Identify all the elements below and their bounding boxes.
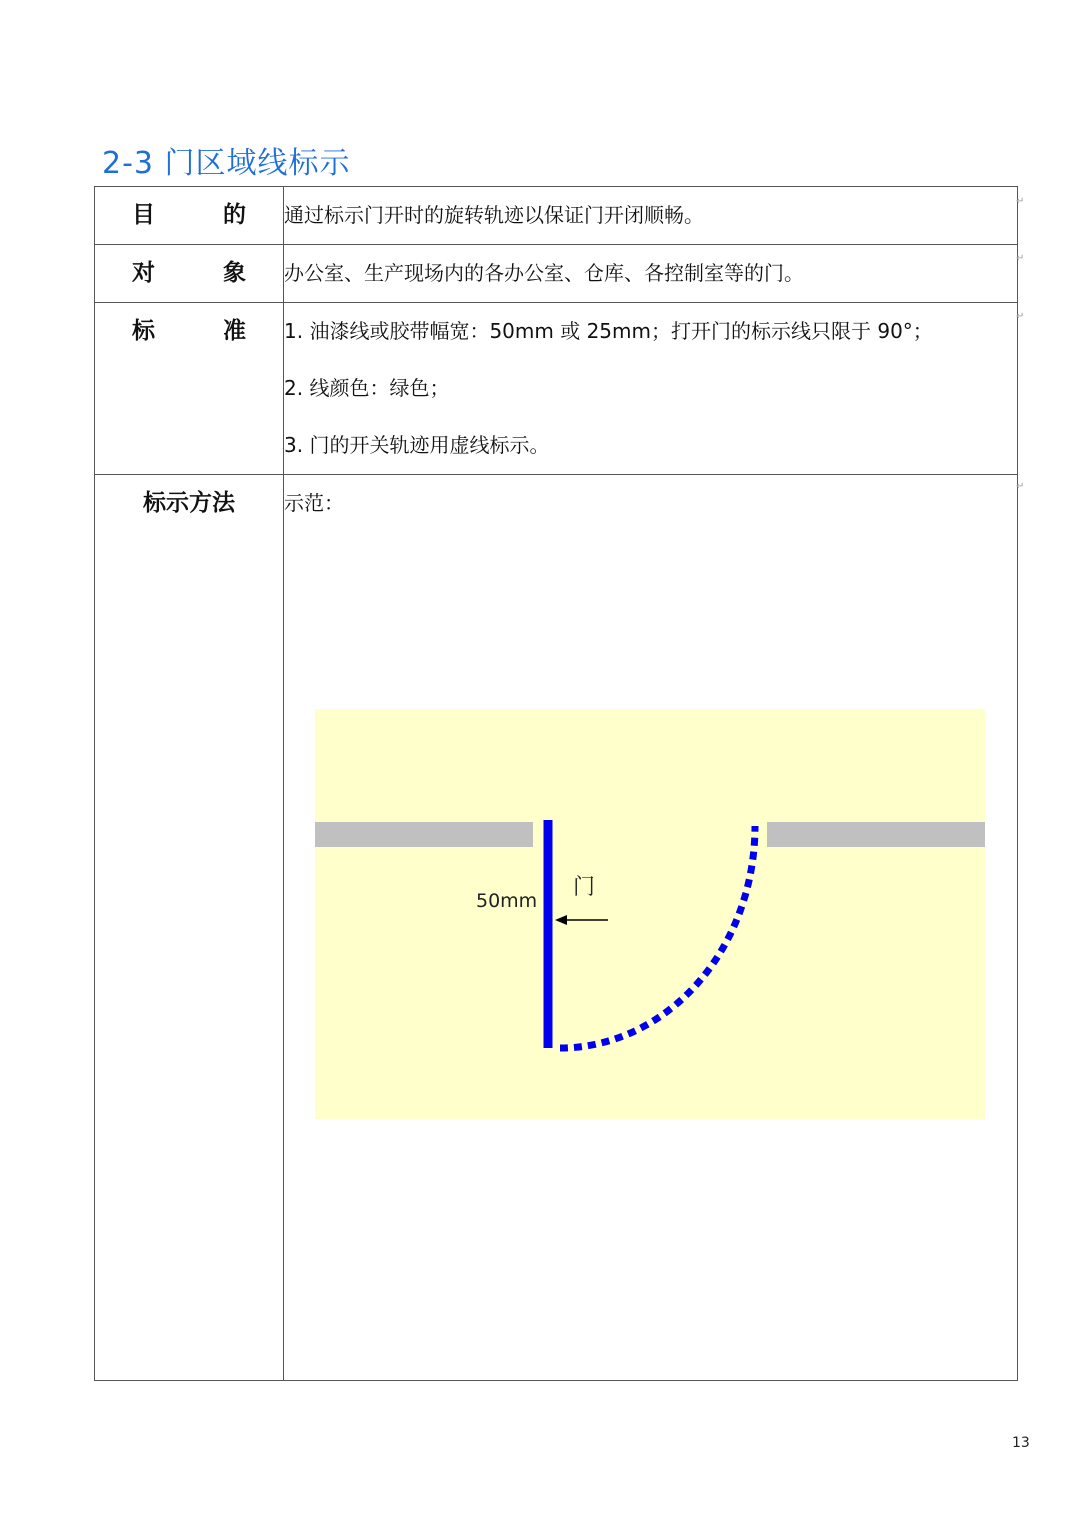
door-swing-arc	[560, 826, 755, 1048]
standard-item-3: 3. 门的开关轨迹用虚线标示。	[284, 433, 550, 457]
door-label: 门	[573, 875, 596, 900]
paragraph-mark: ↵	[1016, 311, 1025, 322]
table-row-target	[95, 245, 1018, 303]
row-label-method: 标示方法	[95, 475, 284, 1381]
row-label-target: 对 象	[95, 245, 284, 303]
wall-right	[767, 822, 985, 847]
door-diagram-svg	[315, 709, 985, 1119]
row-label-purpose: 目 的	[95, 187, 284, 245]
row-content-purpose: 通过标示门开时的旋转轨迹以保证门开闭顺畅。	[284, 187, 1018, 245]
table-row-purpose	[95, 187, 1018, 245]
paragraph-mark: ↵	[1016, 253, 1025, 264]
standard-item-1: 1. 油漆线或胶带幅宽：50mm 或 25mm；打开门的标示线只限于 90°；	[284, 319, 933, 343]
paragraph-mark: ↵	[1016, 481, 1025, 492]
row-label-standard: 标 准	[95, 303, 284, 475]
row-content-target: 办公室、生产现场内的各办公室、仓库、各控制室等的门。	[284, 245, 1018, 303]
arrow-head-icon	[555, 915, 567, 925]
table-row-standard	[95, 303, 1018, 475]
row-content-standard	[284, 303, 1018, 475]
standard-item-2: 2. 线颜色：绿色；	[284, 376, 450, 400]
row-content-method: 示范：	[284, 475, 1018, 1381]
door-zone-diagram	[315, 709, 985, 1119]
wall-left	[315, 822, 533, 847]
section-title: 2-3 门区域线标示	[102, 146, 351, 181]
width-label: 50mm	[476, 890, 538, 912]
page-number: 13	[1012, 1435, 1030, 1451]
paragraph-mark: ↵	[1016, 196, 1025, 207]
